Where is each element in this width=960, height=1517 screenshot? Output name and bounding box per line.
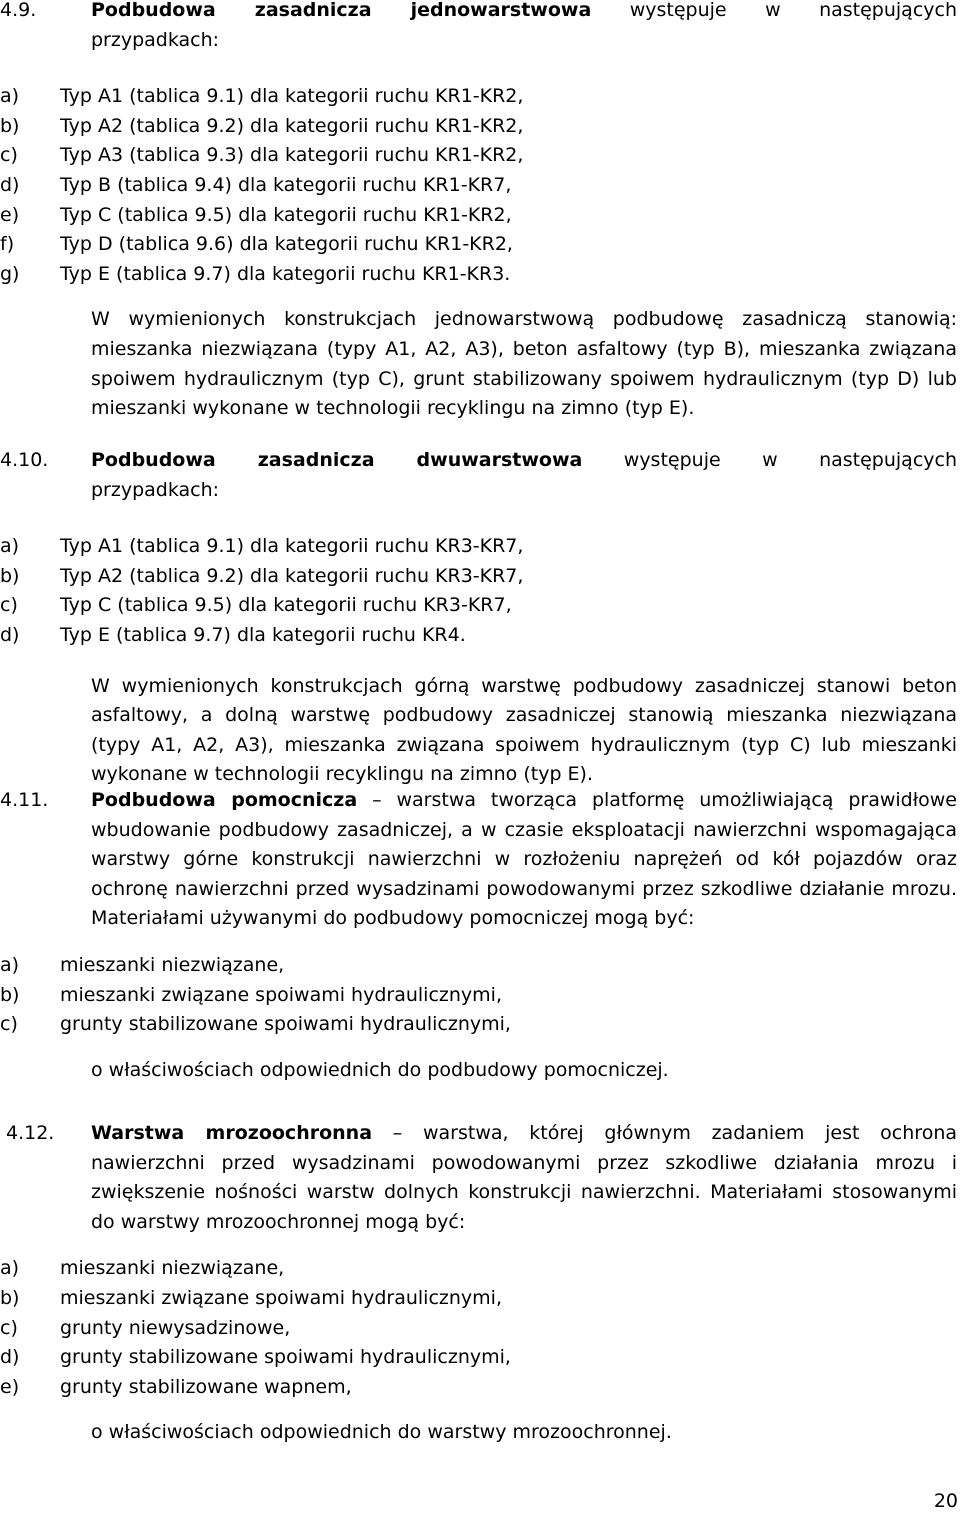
list-item-text: grunty stabilizowane wapnem, <box>60 1375 352 1398</box>
list-item-marker: b) <box>0 114 20 137</box>
item-list <box>0 1254 866 1402</box>
page-number: 20 <box>933 1490 958 1512</box>
list-item-marker: g) <box>0 262 20 285</box>
list-item-text: mieszanki związane spoiwami hydraulicznymi, <box>60 1286 502 1309</box>
list-item-marker: c) <box>0 1013 18 1036</box>
list-item-text: Typ A2 (tablica 9.2) dla kategorii ruchu KR3-KR7, <box>60 564 524 587</box>
section-title: Podbudowa zasadnicza jednowarstwowa <box>91 0 592 21</box>
list-item <box>0 201 866 231</box>
item-list <box>0 532 866 650</box>
list-item-marker: d) <box>0 1346 20 1369</box>
section-4-9 <box>0 0 960 424</box>
section-heading <box>91 446 957 505</box>
list-item-text: Typ A1 (tablica 9.1) dla kategorii ruchu KR1-KR2, <box>60 85 524 108</box>
list-item-marker: b) <box>0 564 20 587</box>
list-item <box>0 1284 866 1314</box>
list-item <box>0 621 866 651</box>
section-title: Podbudowa zasadnicza dwuwarstwowa <box>91 449 583 471</box>
item-list <box>0 82 866 289</box>
section-heading-rest: – warstwa tworząca platformę umożliwiającą prawidłowe wbudowanie podbudowy zasadniczej, a w czasie eksploatacji nawierzchni wspomagająca warstwy górne konstrukcji nawierzchni w rozłożeniu naprężeń od kół pojazdów oraz ochronę nawierzchni przed wysadzinami powodowanymi przez szkodliwe działanie mrozu. Materiałami używanymi do podbudowy pomocniczej mogą być: <box>91 789 957 930</box>
list-item-text: Typ E (tablica 9.7) dla kategorii ruchu KR4. <box>60 623 466 646</box>
list-item <box>0 230 866 260</box>
list-item <box>0 82 866 112</box>
list-item-marker: a) <box>0 1257 20 1280</box>
section-heading-rest: występuje w następujących przypadkach: <box>91 0 957 51</box>
list-item-text: Typ A3 (tablica 9.3) dla kategorii ruchu KR1-KR2, <box>60 144 524 167</box>
list-item-marker: c) <box>0 144 18 167</box>
list-item-marker: d) <box>0 173 20 196</box>
list-item <box>0 562 866 592</box>
list-item-marker: f) <box>0 233 15 256</box>
list-item-text: Typ B (tablica 9.4) dla kategorii ruchu KR1-KR7, <box>60 173 512 196</box>
list-item <box>0 171 866 201</box>
section-number: 4.10. <box>0 449 49 471</box>
list-item-text: mieszanki związane spoiwami hydraulicznymi, <box>60 983 502 1006</box>
list-item-marker: e) <box>0 1375 20 1398</box>
item-list <box>0 951 866 1040</box>
list-item <box>0 1314 866 1344</box>
section-4-12 <box>0 1119 960 1448</box>
list-item-text: Typ D (tablica 9.6) dla kategorii ruchu KR1-KR2, <box>60 233 513 256</box>
list-item-marker: b) <box>0 983 20 1006</box>
list-item <box>0 591 866 621</box>
list-item <box>0 141 866 171</box>
list-item-marker: d) <box>0 623 20 646</box>
list-item-marker: c) <box>0 1316 18 1339</box>
list-item <box>0 260 866 290</box>
list-item <box>0 532 866 562</box>
list-item <box>0 1373 866 1403</box>
list-item-marker: e) <box>0 203 20 226</box>
section-title: Warstwa mrozoochronna <box>91 1122 373 1144</box>
paragraph: o właściwościach odpowiednich do warstwy mrozoochronnej. <box>91 1421 672 1444</box>
list-item-text: Typ C (tablica 9.5) dla kategorii ruchu KR3-KR7, <box>60 594 512 617</box>
section-4-11 <box>0 786 960 1085</box>
paragraph: W wymienionych konstrukcjach jednowarstwową podbudowę zasadniczą stanowią: mieszanka niezwiązana (typy A1, A2, A3), beton asfaltowy (typ B), mieszanka związana spoiwem hydraulicznym (typ C), grunt stabilizowany spoiwem hydraulicznym (typ D) lub mieszanki wykonane w technologii recyklingu na zimno (typ E). <box>91 308 957 420</box>
list-item-text: Typ E (tablica 9.7) dla kategorii ruchu KR1-KR3. <box>60 262 511 285</box>
section-heading <box>91 0 957 55</box>
list-item <box>0 951 866 981</box>
section-4-10 <box>0 446 960 790</box>
section-title: Podbudowa pomocnicza <box>91 789 358 811</box>
list-item-text: grunty stabilizowane spoiwami hydraulicznymi, <box>60 1013 511 1036</box>
section-heading-rest: występuje w następujących przypadkach: <box>91 449 957 501</box>
list-item-text: Typ A1 (tablica 9.1) dla kategorii ruchu KR3-KR7, <box>60 535 524 558</box>
list-item-text: Typ C (tablica 9.5) dla kategorii ruchu KR1-KR2, <box>60 203 512 226</box>
list-item <box>0 1010 866 1040</box>
list-item-marker: c) <box>0 594 18 617</box>
section-heading <box>91 786 957 934</box>
list-item-text: mieszanki niezwiązane, <box>60 1257 285 1280</box>
list-item <box>0 981 866 1011</box>
list-item-marker: a) <box>0 953 20 976</box>
paragraph: o właściwościach odpowiednich do podbudowy pomocniczej. <box>91 1058 669 1081</box>
list-item-text: grunty niewysadzinowe, <box>60 1316 291 1339</box>
list-item-text: grunty stabilizowane spoiwami hydraulicznymi, <box>60 1346 511 1369</box>
section-number: 4.9. <box>0 0 37 21</box>
list-item-text: Typ A2 (tablica 9.2) dla kategorii ruchu KR1-KR2, <box>60 114 524 137</box>
list-item-marker: b) <box>0 1286 20 1309</box>
list-item-text: mieszanki niezwiązane, <box>60 953 285 976</box>
list-item <box>0 1343 866 1373</box>
list-item-marker: a) <box>0 85 20 108</box>
list-item <box>0 1254 866 1284</box>
section-number: 4.11. <box>0 789 49 811</box>
section-heading <box>91 1119 957 1237</box>
list-item <box>0 112 866 142</box>
section-number: 4.12. <box>6 1122 55 1144</box>
section-heading-rest: – warstwa, której głównym zadaniem jest ochrona nawierzchni przed wysadzinami powodowanymi przez szkodliwe działania mrozu i zwiększenie nośności warstw dolnych konstrukcji nawierzchni. Materiałami stosowanymi do warstwy mrozoochronnej mogą być: <box>91 1122 957 1233</box>
paragraph: W wymienionych konstrukcjach górną warstwę podbudowy zasadniczej stanowi beton asfaltowy, a dolną warstwę podbudowy zasadniczej stanowią mieszanka niezwiązana (typy A1, A2, A3), mieszanka związana spoiwem hydraulicznym (typ C) lub mieszanki wykonane w technologii recyklingu na zimno (typ E). <box>91 674 957 786</box>
list-item-marker: a) <box>0 535 20 558</box>
